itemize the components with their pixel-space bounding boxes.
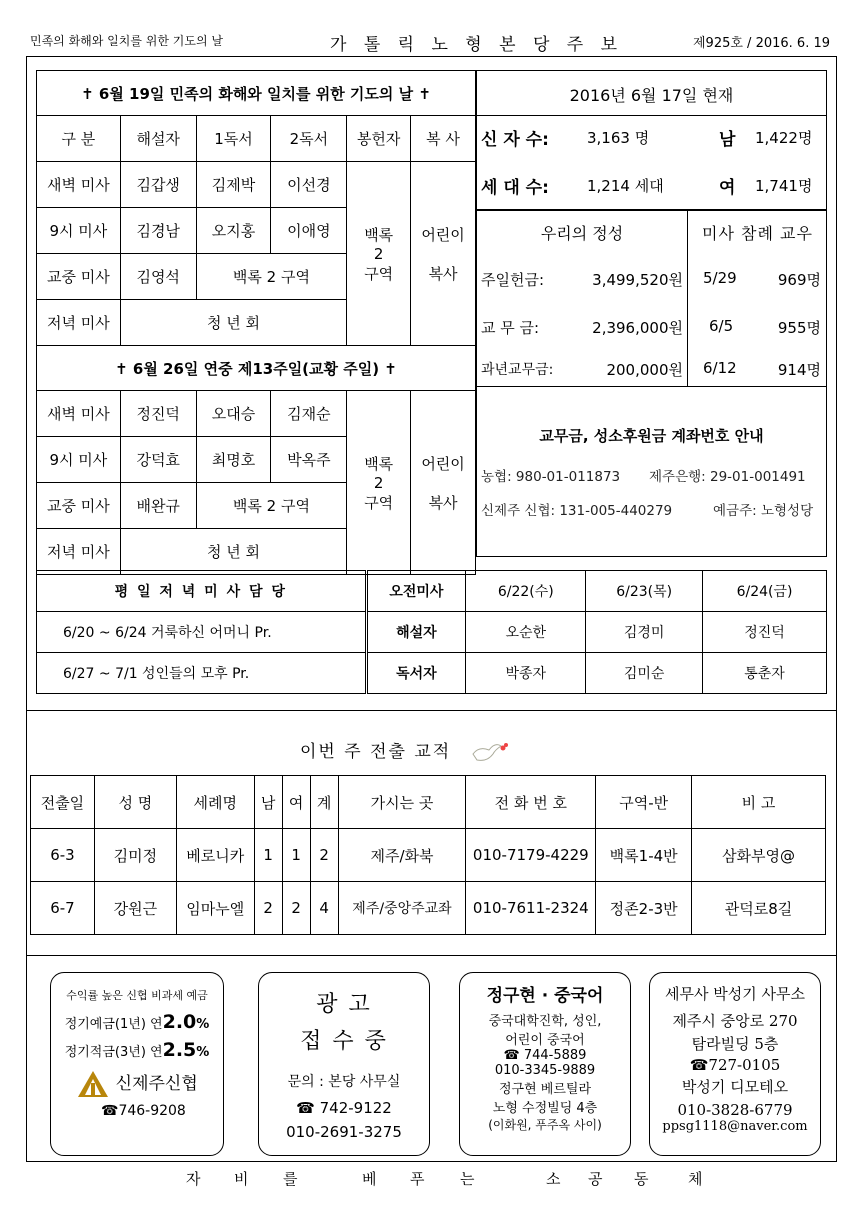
- bank-nh: 농협: 980-01-011873: [481, 469, 621, 485]
- bank-jeju: 제주은행: 29-01-001491: [649, 469, 806, 485]
- mass-name: 교중 미사: [37, 254, 121, 300]
- reader-label: 독서자: [366, 653, 466, 694]
- col-header: 비 고: [692, 776, 826, 829]
- bank-credit-union: 신제주 신협: 131-005-440279: [481, 503, 673, 519]
- offering-value: 3,499,520원: [592, 271, 683, 289]
- col-header: 전출일: [31, 776, 95, 829]
- weekday-mass-table: [36, 570, 827, 694]
- mass-name: 9시 미사: [37, 208, 121, 254]
- server-cell: 어린이 복사: [411, 162, 476, 346]
- tax-line: 박성기 디모테오: [681, 1078, 789, 1096]
- moves-title: 이번 주 전출 교적: [300, 737, 509, 766]
- stats-date: 2016년 6월 17일 현재: [569, 86, 734, 105]
- chinese-line: 정구현 베르틸라: [498, 1082, 592, 1097]
- col-header: 복 사: [411, 116, 476, 162]
- mass-name: 9시 미사: [37, 437, 121, 483]
- header-title: 가 톨 릭 노 형 본 당 주 보: [330, 35, 624, 55]
- believers-count: 3,163 명: [587, 129, 650, 147]
- tax-email: ppsg1118@naver.com: [662, 1119, 808, 1134]
- attendance-title: 미사 참례 교우: [702, 224, 813, 243]
- reader1: 오대승: [196, 391, 271, 437]
- col-header: 가시는 곳: [338, 776, 466, 829]
- server-cell: 어린이 복사: [411, 391, 476, 575]
- believers-label: 신 자 수:: [481, 130, 549, 150]
- schedule1-title: ✝ 6월 19일 민족의 화해와 일치를 위한 기도의 날 ✝: [37, 71, 476, 116]
- reader2: 박옥주: [271, 437, 347, 483]
- male-count: 1,422명: [755, 129, 813, 147]
- mass-name: 새벽 미사: [37, 391, 121, 437]
- offerer-cell: 백록 2 구역: [347, 391, 411, 575]
- mass-name: 교중 미사: [37, 483, 121, 529]
- table-row: 6-3 김미정 베로니카 1 1 2 제주/화북 010-7179-4229 백록1-4반 삼화부영@: [31, 829, 826, 882]
- commentator: 김갑생: [120, 162, 196, 208]
- reader-name: 통춘자: [703, 653, 827, 694]
- reader1: 오지홍: [196, 208, 271, 254]
- female-count: 1,741명: [755, 177, 813, 195]
- day-header: 6/22(수): [466, 571, 586, 612]
- readers: 백록 2 구역: [196, 483, 347, 529]
- offering-value: 2,396,000원: [592, 319, 683, 337]
- credit-union-name: 신제주신협: [51, 1069, 223, 1099]
- day-header: 6/23(목): [586, 571, 703, 612]
- ad-phone: ☎ 742-9122: [296, 1099, 392, 1117]
- attendance-count: 955명: [777, 319, 821, 337]
- parish-stats: [476, 70, 827, 387]
- tax-line: 010-3828-6779: [677, 1101, 793, 1119]
- ad-inquiry: 문의 : 본당 사무실: [287, 1074, 401, 1090]
- assigned-group: 청 년 회: [120, 300, 346, 346]
- col-header: 1독서: [196, 116, 271, 162]
- attendance-date: 5/29: [703, 269, 737, 287]
- offering-title: 우리의 정성: [540, 224, 624, 243]
- bank-title: 교무금, 성소후원금 계좌번호 안내: [539, 427, 764, 445]
- offering-value: 200,000원: [606, 361, 683, 379]
- commentator: 김영석: [120, 254, 196, 300]
- section-divider: [26, 955, 837, 956]
- households-label: 세 대 수:: [481, 178, 549, 198]
- morning-mass-label: 오전미사: [366, 571, 466, 612]
- ad-subheading: 접 수 중: [300, 1029, 388, 1054]
- chinese-line: 010-3345-9889: [494, 1063, 596, 1078]
- chinese-title: 정구현 · 중국어: [486, 986, 604, 1006]
- commentator: 배완규: [120, 483, 196, 529]
- col-header: 여: [282, 776, 310, 829]
- mass-name: 저녁 미사: [37, 300, 121, 346]
- ad-space-box: [258, 972, 430, 1156]
- col-header: 남: [254, 776, 282, 829]
- assigned-group: 청 년 회: [120, 529, 346, 575]
- header-left: 민족의 화해와 일치를 위한 기도의 날: [30, 34, 223, 48]
- attendance-date: 6/12: [703, 359, 737, 377]
- households-count: 1,214 세대: [587, 177, 664, 195]
- bank-holder: 예금주: 노형성당: [713, 503, 814, 519]
- schedule2-title: ✝ 6월 26일 연중 제13주일(교황 주일) ✝: [37, 346, 476, 391]
- offering-label: 교 무 금:: [481, 319, 540, 337]
- bulletin-header: [30, 30, 830, 55]
- weekday-row: 6/20 ~ 6/24 거룩하신 어머니 Pr.: [37, 612, 367, 653]
- chinese-line: (이화원, 푸주옥 사이): [488, 1118, 602, 1132]
- commentator-label: 해설자: [366, 612, 466, 653]
- tax-line: ☎727-0105: [689, 1056, 781, 1074]
- chinese-lesson-ad: [459, 972, 631, 1156]
- reader2: 이애영: [271, 208, 347, 254]
- commentator-name: 정진덕: [703, 612, 827, 653]
- section-divider: [26, 710, 837, 711]
- chinese-line: 어린이 중국어: [505, 1033, 585, 1048]
- attendance-count: 914명: [777, 361, 821, 379]
- mass-name: 새벽 미사: [37, 162, 121, 208]
- col-header: 구역-반: [596, 776, 692, 829]
- offering-label: 주일헌금:: [481, 271, 545, 289]
- savings-rate: 정기적금(3년) 연2.5%: [64, 1039, 210, 1061]
- reader1: 최명호: [196, 437, 271, 483]
- commentator: 정진덕: [120, 391, 196, 437]
- attendance-date: 6/5: [709, 317, 734, 335]
- reader1: 김제박: [196, 162, 271, 208]
- readers: 백록 2 구역: [196, 254, 347, 300]
- weekday-title: 평 일 저 녁 미 사 담 당: [37, 571, 367, 612]
- chinese-line: 노형 수정빌딩 4층: [492, 1101, 598, 1116]
- header-issue: 제925호 / 2016. 6. 19: [693, 36, 830, 51]
- commentator-name: 오순한: [466, 612, 586, 653]
- attendance-count: 969명: [777, 271, 821, 289]
- col-header: 계: [310, 776, 338, 829]
- reader-name: 박종자: [466, 653, 586, 694]
- mass-schedule-table: [36, 70, 476, 575]
- col-header: 성 명: [94, 776, 176, 829]
- credit-union-logo-icon: [76, 1069, 110, 1099]
- deposit-rate: 정기예금(1년) 연2.0%: [64, 1011, 210, 1033]
- reader2: 이선경: [271, 162, 347, 208]
- commentator: 김경남: [120, 208, 196, 254]
- tax-title: 세무사 박성기 사무소: [665, 985, 805, 1003]
- day-header: 6/24(금): [703, 571, 827, 612]
- col-header: 해설자: [120, 116, 196, 162]
- bank-account-info: [476, 387, 827, 557]
- commentator-name: 김경미: [586, 612, 703, 653]
- col-header: 2독서: [271, 116, 347, 162]
- chinese-line: ☎ 744-5889: [503, 1048, 587, 1063]
- tax-office-ad: [649, 972, 821, 1156]
- credit-union-ad: [50, 972, 224, 1156]
- ad-mobile: 010-2691-3275: [286, 1123, 402, 1141]
- offerer-cell: 백록 2 구역: [347, 162, 411, 346]
- col-header: 구 분: [37, 116, 121, 162]
- ad-heading: 광 고: [316, 992, 372, 1017]
- tax-line: 제주시 중앙로 270: [672, 1012, 798, 1030]
- offering-label: 과년교무금:: [481, 362, 554, 378]
- reader-name: 김미순: [586, 653, 703, 694]
- col-header: 전 화 번 호: [466, 776, 596, 829]
- reader2: 김재순: [271, 391, 347, 437]
- credit-union-phone: ☎746-9208: [101, 1103, 186, 1119]
- table-row: 6-7 강원근 임마누엘 2 2 4 제주/중앙주교좌 010-7611-2324 정존2-3반 관덕로8길: [31, 882, 826, 935]
- weekday-row: 6/27 ~ 7/1 성인들의 모후 Pr.: [37, 653, 367, 694]
- commentator: 강덕효: [120, 437, 196, 483]
- col-header: 세례명: [176, 776, 254, 829]
- tax-line: 탐라빌딩 5층: [691, 1035, 779, 1053]
- male-label: 남: [719, 130, 736, 150]
- chinese-line: 중국대학진학, 성인,: [488, 1014, 602, 1029]
- mass-name: 저녁 미사: [37, 529, 121, 575]
- col-header: 봉헌자: [347, 116, 411, 162]
- female-label: 여: [719, 178, 736, 198]
- transfer-table: [30, 775, 826, 935]
- dove-icon: [469, 738, 509, 766]
- ad-tagline: 수익률 높은 신협 비과세 예금: [66, 989, 208, 1002]
